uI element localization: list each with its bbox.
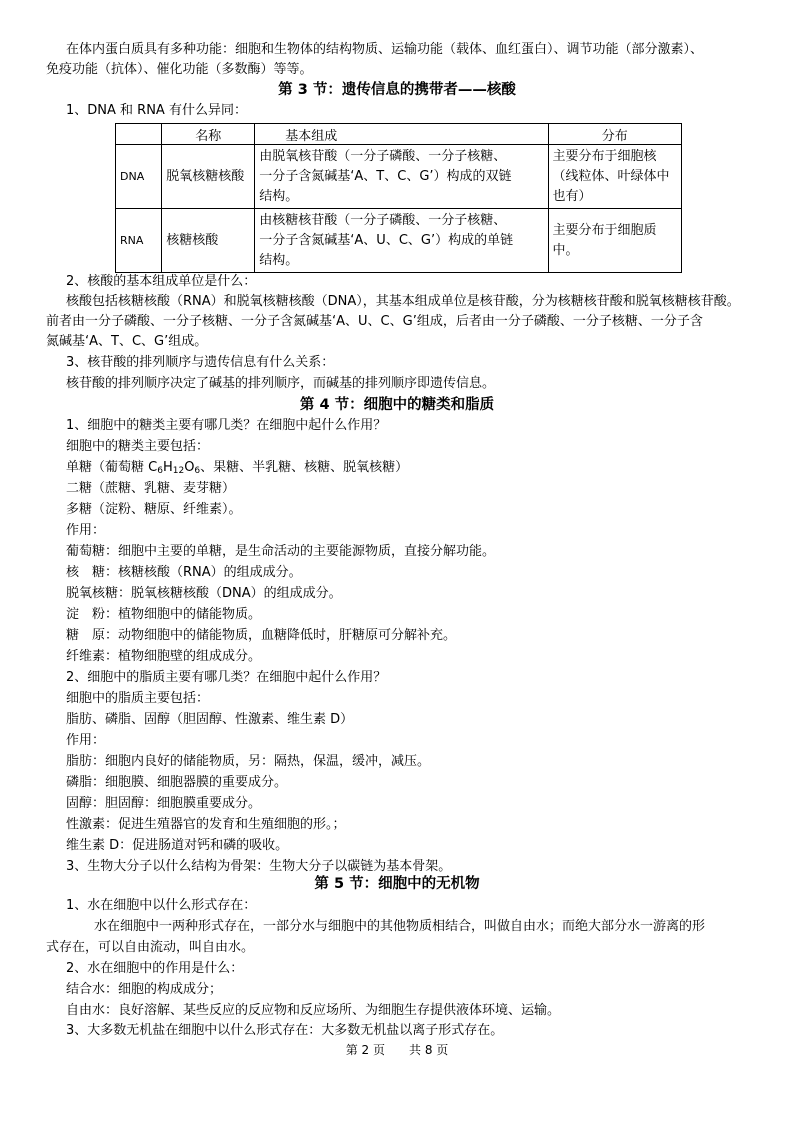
subscript: 6	[157, 466, 163, 476]
sec4-line: 作用：	[66, 523, 106, 538]
sec3-question-2: 2、核酸的基本组成单位是什么：	[66, 274, 257, 289]
table-header-cell: 基本组成	[255, 124, 548, 145]
sec5-question-3: 3、大多数无机盐在细胞中以什么形式存在：大多数无机盐以离子形式存在。	[66, 1023, 504, 1038]
sec4-line: 脂肪：细胞内良好的储能物质，另：隔热，保温，缓冲，减压。	[66, 754, 431, 769]
page-footer: 第 2 页 共 8 页	[345, 1043, 449, 1057]
distribution-line: 主要分布于细胞核	[552, 148, 657, 164]
row-distribution	[548, 209, 681, 273]
sec4-line: 磷脂：细胞膜、细胞器膜的重要成分。	[66, 775, 288, 790]
subscript: 6	[194, 466, 201, 476]
sec5-question-1: 1、水在细胞中以什么形式存在：	[66, 898, 257, 913]
distribution-line: （线粒体、叶绿体中	[552, 168, 670, 184]
sec4-question-1: 1、细胞中的糖类主要有哪几类？在细胞中起什么作用？	[66, 418, 387, 433]
sec3-question-1: 1、DNA 和 RNA 有什么异同：	[66, 103, 247, 118]
sec4-line: 核 糖：核糖核酸（RNA）的组成成分。	[66, 565, 302, 580]
text-span: 、果糖、半乳糖、核糖、脱氧核糖）	[200, 460, 409, 475]
section-3-title: 第 3 节：遗传信息的携带者——核酸	[278, 82, 516, 98]
row-composition	[255, 209, 548, 273]
composition-line: 一分子含氮碱基‘A、U、C、G’）构成的单链	[259, 232, 514, 248]
table-row	[116, 145, 682, 209]
row-name: 核糖核酸	[162, 209, 255, 273]
distribution-line: 主要分布于细胞质中。	[552, 222, 657, 258]
sec4-line: 葡萄糖：细胞中主要的单糖，是生命活动的主要能源物质，直接分解功能。	[66, 544, 496, 559]
sec4-line: 二糖（蔗糖、乳糖、麦芽糖）	[66, 481, 236, 496]
sec3-answer-3: 核苷酸的排列顺序决定了碱基的排列顺序，而碱基的排列顺序即遗传信息。	[66, 376, 496, 391]
monosaccharide-line	[66, 458, 408, 481]
sec4-line: 细胞中的脂质主要包括：	[66, 691, 210, 706]
intro-line-1: 在体内蛋白质具有多种功能：细胞和生物体的结构物质、运输功能（载体、血红蛋白）、调节功能（部分激素）、	[66, 42, 704, 57]
row-abbr: RNA	[116, 209, 162, 273]
composition-line: 由核糖核苷酸（一分子磷酸、一分子核糖、	[259, 212, 507, 228]
sec5-answer-2-line-1: 结合水：细胞的构成成分；	[66, 982, 223, 997]
sec4-line: 淀 粉：植物细胞中的储能物质。	[66, 607, 262, 622]
table-row	[116, 209, 682, 273]
section-4-title: 第 4 节：细胞中的糖类和脂质	[299, 397, 495, 413]
sec4-line: 脱氧核糖：脱氧核糖核酸（DNA）的组成成分。	[66, 586, 342, 601]
composition-line: 一分子含氮碱基‘A、T、C、G’）构成的双链	[259, 168, 512, 184]
table-header-cell: 名称	[162, 124, 255, 145]
sec5-question-2: 2、水在细胞中的作用是什么：	[66, 961, 244, 976]
table-header-row	[116, 124, 682, 145]
sec3-answer-2-line-2: 前者由一分子磷酸、一分子核糖、一分子含氮碱基‘A、U、C、G’组成，后者由一分子磷酸、一分子核糖、一分子含	[46, 314, 703, 329]
sec3-answer-2-line-3: 氮碱基‘A、T、C、G’组成。	[46, 334, 208, 349]
sec4-question-2: 2、细胞中的脂质主要有哪几类？在细胞中起什么作用？	[66, 670, 387, 685]
text-span: 单糖（葡萄糖 C	[66, 460, 158, 475]
sec4-question-3: 3、生物大分子以什么结构为骨架：生物大分子以碳链为基本骨架。	[66, 859, 452, 874]
distribution-line: 也有）	[552, 188, 592, 204]
sec5-answer-1-line-1: 水在细胞中一两种形式存在，一部分水与细胞中的其他物质相结合，叫做自由水；而绝大部分水一游离的形	[94, 919, 706, 934]
sec4-line: 糖 原：动物细胞中的储能物质，血糖降低时，肝糖原可分解补充。	[66, 628, 457, 643]
sec4-line: 纤维素：植物细胞壁的组成成分。	[66, 649, 262, 664]
row-distribution	[548, 145, 681, 209]
table-header-cell	[116, 124, 162, 145]
sec4-line: 脂肪、磷脂、固醇（胆固醇、性激素、维生素 D）	[66, 712, 354, 727]
row-composition	[255, 145, 548, 209]
sec5-answer-2-line-2: 自由水：良好溶解、某些反应的反应物和反应场所、为细胞生存提供液体环境、运输。	[66, 1003, 561, 1018]
table-header-cell: 分布	[548, 124, 681, 145]
dna-rna-table	[115, 123, 682, 273]
subscript: 12	[172, 466, 185, 476]
sec5-answer-1-line-2: 式存在，可以自由流动，叫自由水。	[46, 940, 255, 955]
row-abbr: DNA	[116, 145, 162, 209]
sec4-line: 细胞中的糖类主要包括：	[66, 439, 210, 454]
composition-line: 由脱氧核苷酸（一分子磷酸、一分子核糖、	[259, 148, 507, 164]
composition-line: 结构。	[259, 252, 299, 268]
text-span: O	[184, 460, 195, 475]
intro-line-2: 免疫功能（抗体）、催化功能（多数酶）等等。	[46, 62, 313, 77]
sec4-line: 作用：	[66, 733, 106, 748]
section-5-title: 第 5 节：细胞中的无机物	[314, 876, 480, 892]
row-name: 脱氧核糖核酸	[162, 145, 255, 209]
composition-line: 结构。	[259, 188, 299, 204]
sec4-line: 固醇：胆固醇：细胞膜重要成分。	[66, 796, 262, 811]
text-span: H	[162, 460, 173, 475]
sec4-line: 多糖（淀粉、糖原、纤维素）。	[66, 502, 242, 517]
sec4-line: 性激素：促进生殖器官的发育和生殖细胞的形。；	[66, 817, 346, 832]
sec3-answer-2-line-1: 核酸包括核糖核酸（RNA）和脱氧核糖核酸（DNA），其基本组成单位是核苷酸，分为核糖核苷酸和脱氧核糖核苷酸。	[66, 294, 740, 309]
sec4-line: 维生素 D：促进肠道对钙和磷的吸收。	[66, 838, 289, 853]
sec3-question-3: 3、核苷酸的排列顺序与遗传信息有什么关系：	[66, 355, 335, 370]
